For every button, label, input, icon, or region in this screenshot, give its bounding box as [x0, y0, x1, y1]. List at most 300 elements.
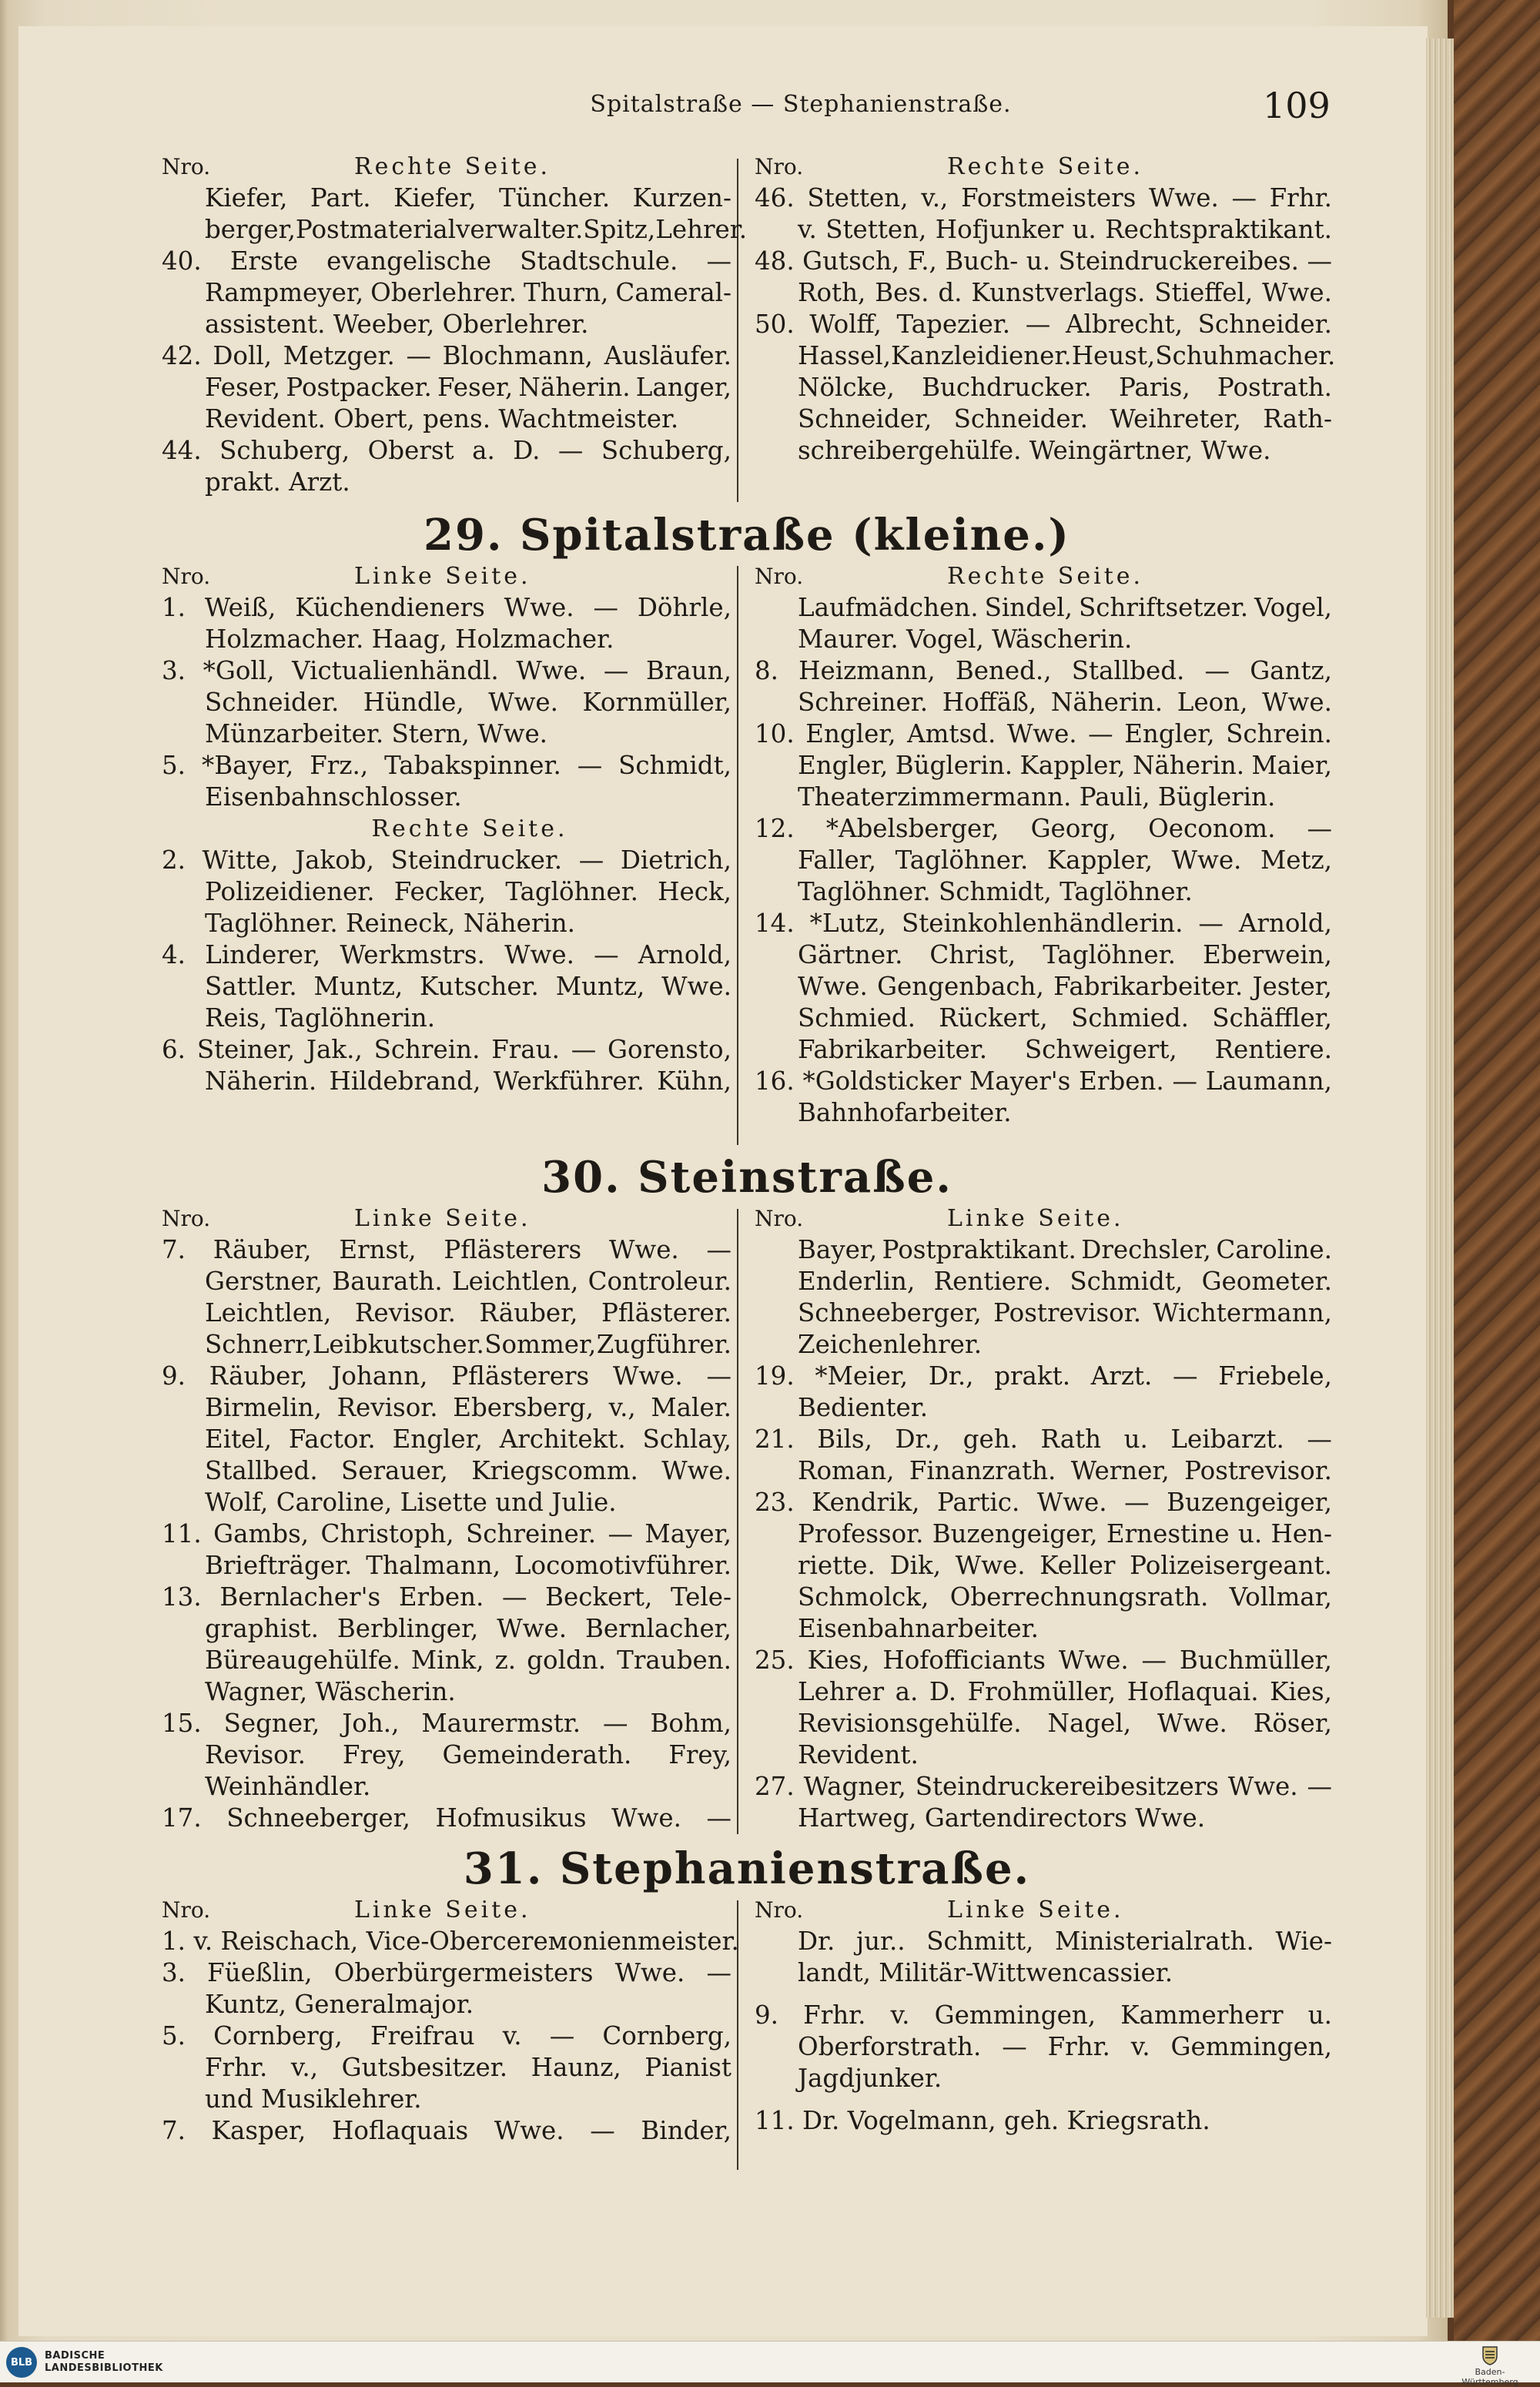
text-line [162, 277, 732, 309]
entry-line: 1. v. Reischach, Vice-Obercerемonienmeister. [162, 1927, 739, 1956]
word: 17. [162, 1803, 202, 1833]
entry-line [162, 2020, 732, 2052]
word: Caroline. [1216, 1235, 1332, 1264]
word: Kiefer, [205, 183, 288, 213]
word: Oeconom. [1148, 814, 1276, 843]
nro-label: Nro. [755, 1897, 804, 1923]
word: Frau. [491, 1035, 560, 1064]
word: Postpacker. [286, 373, 432, 402]
text-line: Revident. Obert, pens. Wachtmeister. [205, 404, 679, 434]
word: Jakob, [295, 845, 374, 875]
word: Wwe. [955, 1551, 1026, 1580]
word: geh. [962, 1424, 1018, 1454]
word: Johann, [331, 1361, 428, 1391]
text-line [162, 1455, 732, 1487]
word: Wichtermann, [1153, 1298, 1332, 1327]
word: — [406, 341, 431, 370]
word: Oberbürgermeisters [333, 1958, 594, 1987]
word: Stieffel, [1154, 278, 1254, 307]
word: Feser, [205, 373, 281, 402]
word: Postrevisor. [993, 1298, 1142, 1327]
text-line [755, 214, 1332, 246]
nro-label: Nro. [162, 1206, 211, 1231]
word: Engler, [1124, 719, 1215, 748]
word: Frhr. [1047, 2032, 1110, 2061]
word: Serauer, [341, 1456, 448, 1485]
side-label: Linke Seite. [947, 1205, 1124, 1232]
column-header [162, 1894, 732, 1926]
word: Wie- [1275, 1927, 1332, 1956]
text-line [162, 1297, 732, 1329]
word: Tapezier. [896, 310, 1011, 339]
word: Schneider. [205, 688, 340, 717]
word: — [1002, 2032, 1027, 2061]
word: Dr. [798, 1927, 835, 1956]
word: Oberforstrath. [798, 2032, 982, 2061]
word: Wwe. [1058, 1645, 1129, 1675]
word: Steindrucker. [390, 845, 563, 875]
word: Gärtner. [798, 940, 903, 969]
word: — [608, 1519, 633, 1548]
section30-right-column [755, 1203, 1332, 1834]
text-line: und Musiklehrer. [205, 2084, 422, 2114]
text-line [162, 1550, 732, 1582]
column-header [755, 151, 1332, 182]
word: Schreiner. [798, 688, 929, 717]
word: Vogel, [1254, 593, 1332, 622]
word: Postrevisor. [1184, 1456, 1332, 1485]
word: Thalmann, [366, 1551, 501, 1580]
word: Linderer, [205, 940, 321, 969]
word: Gerstner, [205, 1267, 323, 1296]
word: u. [1026, 246, 1051, 276]
word: Frhr. [205, 2053, 268, 2082]
word: Wwe. [608, 1235, 679, 1264]
side-label: Rechte Seite. [947, 153, 1144, 180]
page-edges [1426, 38, 1454, 2318]
column-header [755, 1894, 1332, 1926]
word: Enderlin, [798, 1267, 916, 1296]
word: Steinkohlenhändlerin. [901, 909, 1183, 938]
word: v. [502, 2021, 522, 2051]
word: — [1307, 1772, 1332, 1801]
word: a. [895, 1677, 919, 1706]
word: Näherin. [205, 1066, 317, 1096]
word: Frhr. [803, 2000, 866, 2030]
entry-line [162, 655, 732, 687]
word: Geometer. [1201, 1267, 1332, 1296]
word: v. [1130, 2032, 1150, 2061]
text-line [755, 1455, 1332, 1487]
word: — [1124, 1488, 1150, 1517]
word: goldn. [527, 1645, 607, 1675]
word: Steiner, [196, 1035, 296, 1064]
word: Metzger. [283, 341, 395, 370]
word: Jak., [306, 1035, 363, 1064]
word: Postmaterialverwalter. [295, 215, 584, 244]
word: graphist. [205, 1614, 319, 1643]
word: Muntz, [313, 972, 403, 1001]
word: Schweigert, [1024, 1035, 1177, 1064]
word: 23. [755, 1488, 795, 1517]
word: Eberwein, [1202, 940, 1332, 969]
text-line [755, 1926, 1332, 1957]
word: Frey, [668, 1740, 732, 1769]
word: — [1172, 1066, 1197, 1096]
word: Hofmusikus [435, 1803, 587, 1833]
word: u. [1123, 1424, 1148, 1454]
word: Weiß, [204, 593, 276, 622]
word: Stallbed. [1071, 656, 1185, 685]
text-line [755, 1582, 1332, 1613]
spacer [755, 2094, 1332, 2105]
word: — [1173, 1361, 1198, 1391]
text-line: Maurer. Vogel, Wäscherin. [798, 624, 1133, 654]
word: Tüncher. [499, 183, 611, 213]
word: 7. [162, 2116, 186, 2145]
text-line [755, 845, 1332, 876]
entry-line [162, 939, 732, 971]
word: Polizeidiener. [205, 877, 375, 906]
word: Heck, [658, 877, 732, 906]
nro-label: Nro. [755, 1206, 804, 1231]
text-line [755, 1266, 1332, 1297]
entry-line [755, 246, 1332, 277]
word: Polizeisergeant. [1130, 1551, 1332, 1580]
column-header [162, 151, 732, 182]
word: Haunz, [531, 2053, 621, 2082]
word: Leibkutscher. [312, 1330, 484, 1359]
entry-line [755, 182, 1332, 214]
entry-line [162, 1034, 732, 1066]
word: — [571, 1035, 597, 1064]
running-title: Spitalstraße — Stephanienstraße. [590, 91, 1012, 118]
word: — [1141, 1645, 1167, 1675]
word: Laufmädchen. [798, 593, 979, 622]
word: Leon, [1177, 688, 1248, 717]
word: Rampmeyer, [205, 278, 364, 307]
word: Wwe. [661, 972, 732, 1001]
text-line: schreibergehülfe. Weingärtner, Wwe. [798, 436, 1271, 465]
word: — [706, 1803, 732, 1833]
word: 19. [755, 1361, 795, 1391]
word: Tele- [670, 1582, 732, 1612]
word: Wwe. [611, 1803, 681, 1833]
text-line: Kuntz, Generalmajor. [205, 1990, 474, 2019]
word: F., [907, 246, 937, 276]
text-line: prakt. Arzt. [205, 467, 350, 497]
entry-line [162, 845, 732, 876]
word: Schmolck, [798, 1582, 929, 1612]
library-name-line2: LANDESBIBLIOTHEK [45, 2362, 163, 2374]
text-line [755, 340, 1336, 372]
word: Hoflaquai. [1127, 1677, 1259, 1706]
word: Räuber, [213, 1235, 312, 1264]
text-line [755, 1234, 1332, 1266]
word: — [593, 593, 618, 622]
word: Schreiner. [466, 1519, 597, 1548]
word: Schriftsetzer. [1079, 593, 1249, 622]
word: Hassel, [798, 341, 892, 370]
text-line: Münzarbeiter. Stern, Wwe. [205, 719, 548, 748]
text-line [162, 687, 732, 718]
entry-line: 11. Dr. Vogelmann, geh. Kriegsrath. [755, 2106, 1210, 2135]
column-header [162, 561, 732, 592]
word: Maier, [1251, 751, 1332, 780]
word: Hen- [1270, 1519, 1332, 1548]
word: Rückert, [939, 1003, 1048, 1033]
column-divider [737, 1209, 738, 1834]
word: Joh., [342, 1709, 400, 1738]
word: *Goll, [203, 656, 275, 685]
column-divider [737, 566, 738, 1145]
word: v. [798, 215, 817, 244]
word: Röser, [1253, 1709, 1332, 1738]
column-header [755, 561, 1332, 592]
baden-wuerttemberg-logo [1448, 2345, 1532, 2387]
word: 13. [162, 1582, 202, 1612]
word: 6. [162, 1035, 186, 1064]
word: Kutscher. [419, 972, 539, 1001]
entry-line [162, 1803, 732, 1834]
word: Trauben. [617, 1645, 732, 1675]
word: Hündle, [363, 688, 464, 717]
word: u. [1307, 2000, 1332, 2030]
entry-line [755, 1361, 1332, 1392]
word: — [1307, 814, 1332, 843]
word: u. [1072, 215, 1096, 244]
word: Erben. [1079, 1066, 1164, 1096]
word: Schnerr, [205, 1330, 313, 1359]
word: v., [608, 1393, 636, 1422]
text-line: Bedienter. [798, 1393, 929, 1422]
text-line: assistent. Weeber, Oberlehrer. [205, 310, 589, 339]
word: — [706, 1361, 732, 1391]
word: Sattler. [205, 972, 297, 1001]
word: z. [494, 1645, 517, 1675]
word: Birmelin, [205, 1393, 322, 1422]
word: Forstmeisters [961, 183, 1137, 213]
word: — [706, 1958, 732, 1987]
word: Kappler, [1046, 845, 1153, 875]
marbled-cover-edge [1454, 0, 1540, 2341]
word: Mayer, [644, 1519, 732, 1548]
word: Gemmingen, [934, 2000, 1096, 2030]
word: Ernestine [1106, 1519, 1230, 1548]
word: *Meier, [815, 1361, 909, 1391]
word: Faller, [798, 845, 877, 875]
word: v., [290, 2053, 319, 2082]
word: Rath [1040, 1424, 1102, 1454]
word: Gorensto, [608, 1035, 732, 1064]
word: Binder, [641, 2116, 732, 2145]
word: Bils, [817, 1424, 872, 1454]
text-line [755, 1676, 1332, 1708]
section-title-31: 31. Stephanienstraße. [463, 1843, 1031, 1894]
word: Revisor. [205, 1740, 306, 1769]
word: Wwe. [516, 656, 587, 685]
text-line: Weinhändler. [205, 1772, 371, 1801]
entry-line [162, 592, 732, 624]
word: — [603, 1709, 628, 1738]
word: Laumann, [1205, 1066, 1332, 1096]
section-title-30: 30. Steinstraße. [541, 1152, 952, 1203]
word: Lehrer [798, 1677, 885, 1706]
word: Oberrechnungsrath. [949, 1582, 1209, 1612]
word: Wwe. [497, 1614, 567, 1643]
word: Kammerherr [1120, 2000, 1284, 2030]
entry-line [755, 1487, 1332, 1518]
word: jur.. [856, 1927, 906, 1956]
word: Amtsd. [907, 719, 996, 748]
word: Wwe. [612, 1361, 683, 1391]
word: 11. [162, 1519, 202, 1548]
word: Engler, [392, 1424, 483, 1454]
word: Füeßlin, [207, 1958, 313, 1987]
side-label: Linke Seite. [354, 1897, 531, 1923]
word: Langer, [635, 373, 732, 402]
word: Pflästerers [444, 1235, 582, 1264]
word: Buchmüller, [1179, 1645, 1332, 1675]
word: Gemeinderath. [442, 1740, 632, 1769]
word: berger, [205, 215, 296, 244]
entry-line [162, 1957, 732, 1989]
word: Cornberg, [213, 2021, 343, 2051]
word: Segner, [223, 1709, 320, 1738]
word: Schäffler, [1212, 1003, 1332, 1033]
word: 48. [755, 246, 795, 276]
word: Vollmar, [1229, 1582, 1332, 1612]
word: 5. [162, 2021, 186, 2051]
word: Lehrer. [655, 215, 748, 244]
word: Schrein. [373, 1035, 480, 1064]
word: Spitz, [583, 215, 656, 244]
word: Taglöhner. [895, 845, 1029, 875]
word: Wwe. [1227, 1772, 1298, 1801]
word: Revisor. [336, 1393, 438, 1422]
word: Dietrich, [620, 845, 732, 875]
nro-label: Nro. [162, 154, 211, 179]
text-line: Holzmacher. Haag, Holzmacher. [205, 624, 614, 654]
text-line [755, 372, 1332, 403]
text-line [162, 1066, 732, 1097]
word: Baurath. [332, 1267, 443, 1296]
spacer [755, 1989, 1332, 2000]
word: Schneider. [953, 404, 1088, 434]
word: Leichtlen, [452, 1267, 579, 1296]
word: Wwe. [504, 593, 574, 622]
word: Hoflaquais [332, 2116, 469, 2145]
word: prakt. [994, 1361, 1071, 1391]
column-header [755, 1203, 1332, 1234]
entry-line [162, 1582, 732, 1613]
word: Architekt. [499, 1424, 626, 1454]
word: Gambs, [213, 1519, 310, 1548]
word: Stallbed. [205, 1456, 318, 1485]
word: Controleur. [588, 1267, 732, 1296]
text-line [162, 1613, 732, 1645]
word: 27. [755, 1772, 795, 1801]
word: Büglerin. [895, 751, 1013, 780]
word: Werkmstrs. [340, 940, 485, 969]
word: Näherin. [1132, 751, 1245, 780]
word: Rentiere. [1214, 1035, 1332, 1064]
word: Oberlehrer. [370, 278, 517, 307]
entry-line [162, 1518, 732, 1550]
text-line: Eisenbahnschlosser. [205, 782, 462, 812]
word: Ausläufer. [604, 341, 732, 370]
word: evangelische [326, 246, 491, 276]
word: Schmied. [1070, 1003, 1189, 1033]
word: Heust, [1071, 341, 1156, 370]
word: Bened., [955, 656, 1052, 685]
word: Hildebrand, [329, 1066, 481, 1096]
entry-line [755, 1771, 1332, 1803]
word: Feser, [437, 373, 514, 402]
word: Cameral- [615, 278, 732, 307]
word: — [1204, 656, 1230, 685]
word: Wagner, [803, 1772, 906, 1801]
word: Bayer, [798, 1235, 878, 1264]
word: Metz, [1260, 845, 1332, 875]
word: Kornmüller, [582, 688, 732, 717]
word: Maurermstr. [421, 1709, 581, 1738]
word: Friebele, [1218, 1361, 1332, 1391]
word: Partic. [937, 1488, 1020, 1517]
word: Eitel, [205, 1424, 273, 1454]
word: Schneider, [798, 404, 932, 434]
word: — [549, 2021, 575, 2051]
word: Wwe. [488, 688, 558, 717]
word: Factor. [288, 1424, 376, 1454]
word: Kies, [1270, 1677, 1332, 1706]
word: Erste [229, 246, 299, 276]
entry-line [755, 718, 1332, 750]
word: Fabrikarbeiter. [798, 1035, 988, 1064]
text-line [162, 182, 732, 214]
text-line: Jagdjunker. [798, 2064, 942, 2093]
word: Zugführer. [596, 1330, 732, 1359]
word: Kurzen- [632, 183, 732, 213]
word: Kendrik, [812, 1488, 920, 1517]
word: Rentiere. [933, 1267, 1052, 1296]
word: — [706, 1235, 732, 1264]
word: Revisionsgehülfe. [798, 1709, 1022, 1738]
word: Bes. [875, 278, 929, 307]
word: Kanzleidiener. [891, 341, 1072, 370]
word: Bernlacher's [219, 1582, 381, 1612]
word: Part. [310, 183, 371, 213]
text-line [162, 1424, 732, 1455]
nro-label: Nro. [755, 154, 804, 179]
word: Doll, [213, 341, 273, 370]
word: — [590, 2116, 615, 2145]
word: — [594, 940, 619, 969]
word: Schlay, [642, 1424, 732, 1454]
word: *Abelsberger, [825, 814, 999, 843]
entry-line [755, 309, 1332, 340]
word: Schmitt, [926, 1927, 1034, 1956]
word: Rath- [1263, 404, 1332, 434]
word: Nölcke, [798, 373, 895, 402]
text-line [755, 939, 1332, 971]
viewer-footer [0, 2341, 1540, 2387]
text-line [755, 403, 1332, 435]
word: Schmidt, [1070, 1267, 1183, 1296]
word: Drechsler, [1081, 1235, 1211, 1264]
entry-line [162, 246, 732, 277]
text-line [755, 1297, 1332, 1329]
